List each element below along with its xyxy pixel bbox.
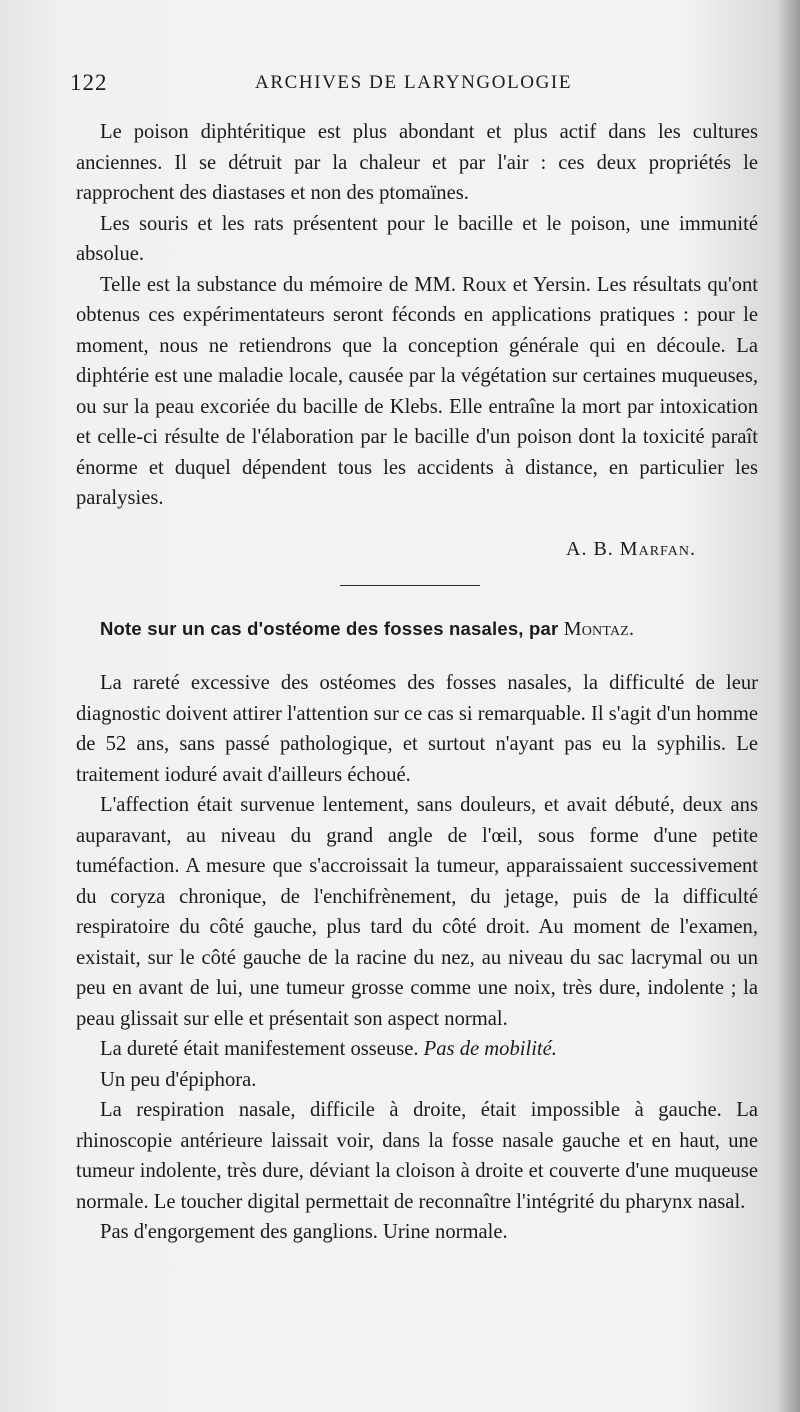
review-signature bbox=[566, 538, 696, 561]
article-paragraph: Un peu d'épiphora. bbox=[100, 1068, 257, 1091]
article-author: Montaz. bbox=[563, 618, 635, 640]
osseous-sentence: La dureté était manifestement osseuse. bbox=[100, 1038, 419, 1060]
article-title bbox=[100, 618, 760, 641]
article-title-text: Note sur un cas d'ostéome des fosses nasales, par bbox=[100, 618, 559, 639]
page-header bbox=[70, 70, 750, 100]
review-paragraph: Les souris et les rats présentent pour le bacille et le poison, une immunité absolue. bbox=[76, 212, 758, 265]
article-paragraph bbox=[76, 1034, 758, 1065]
no-mobility-sentence: Pas de mobilité. bbox=[423, 1038, 557, 1060]
page-number: 122 bbox=[70, 70, 108, 95]
article-text bbox=[76, 668, 758, 1248]
article-paragraph: Pas d'engorgement des ganglions. Urine normale. bbox=[100, 1221, 508, 1243]
article-paragraph: La rareté excessive des ostéomes des fosses nasales, la difficulté de leur diagnostic doivent attirer l'attention sur ce cas si remarquable. Il s'agit d'un homme de 52 ans, sans passé pathologique, et surtout n'ayant pas eu la syphilis. Le traitement ioduré avait d'ailleurs échoué. bbox=[76, 672, 758, 786]
signature-initials: A. B. bbox=[566, 538, 614, 560]
review-text bbox=[76, 117, 758, 514]
article-paragraph: La respiration nasale, difficile à droite, était impossible à gauche. La rhinoscopie antérieure laissait voir, dans la fosse nasale gauche et en haut, une tumeur indolente, très dure, déviant la cloison à droite et couverte d'une muqueuse normale. Le toucher digital permettait de reconnaître l'intégrité du pharynx nasal. bbox=[76, 1099, 758, 1213]
running-head: ARCHIVES DE LARYNGOLOGIE bbox=[255, 72, 573, 93]
article-paragraph: L'affection était survenue lentement, sans douleurs, et avait débuté, deux ans auparavant, au niveau du grand angle de l'œil, sous forme d'une petite tuméfaction. A mesure que s'accroissait la tumeur, apparaissaient successivement du coryza chronique, de l'enchifrènement, du jetage, puis de la difficulté respiratoire du côté gauche, plus tard du côté droit. Au moment de l'examen, existait, sur le côté gauche de la racine du nez, au niveau du sac lacrymal ou un peu en avant de lui, une tumeur grosse comme une noix, très dure, indolente ; la peau glissait sur elle et présentait son aspect normal. bbox=[76, 794, 758, 1030]
review-paragraph: Le poison diphtéritique est plus abondant et plus actif dans les cultures anciennes. Il se détruit par la chaleur et par l'air : ces deux propriétés le rapprochent des diastases et non des ptomaïnes. bbox=[76, 121, 758, 204]
section-divider bbox=[340, 585, 480, 586]
review-paragraph: Telle est la substance du mémoire de MM. Roux et Yersin. Les résultats qu'ont obtenus ces expérimentateurs seront féconds en applications pratiques : pour le moment, nous ne retiendrons que la conception générale qui en découle. La diphtérie est une maladie locale, causée par la végétation sur certaines muqueuses, ou sur la peau excoriée du bacille de Klebs. Elle entraîne la mort par intoxication et celle-ci résulte de l'élaboration par le bacille d'un poison dont la toxicité paraît énorme et duquel dépendent tous les accidents à distance, en particulier les paralysies. bbox=[76, 273, 758, 509]
signature-name: Marfan. bbox=[619, 538, 696, 560]
